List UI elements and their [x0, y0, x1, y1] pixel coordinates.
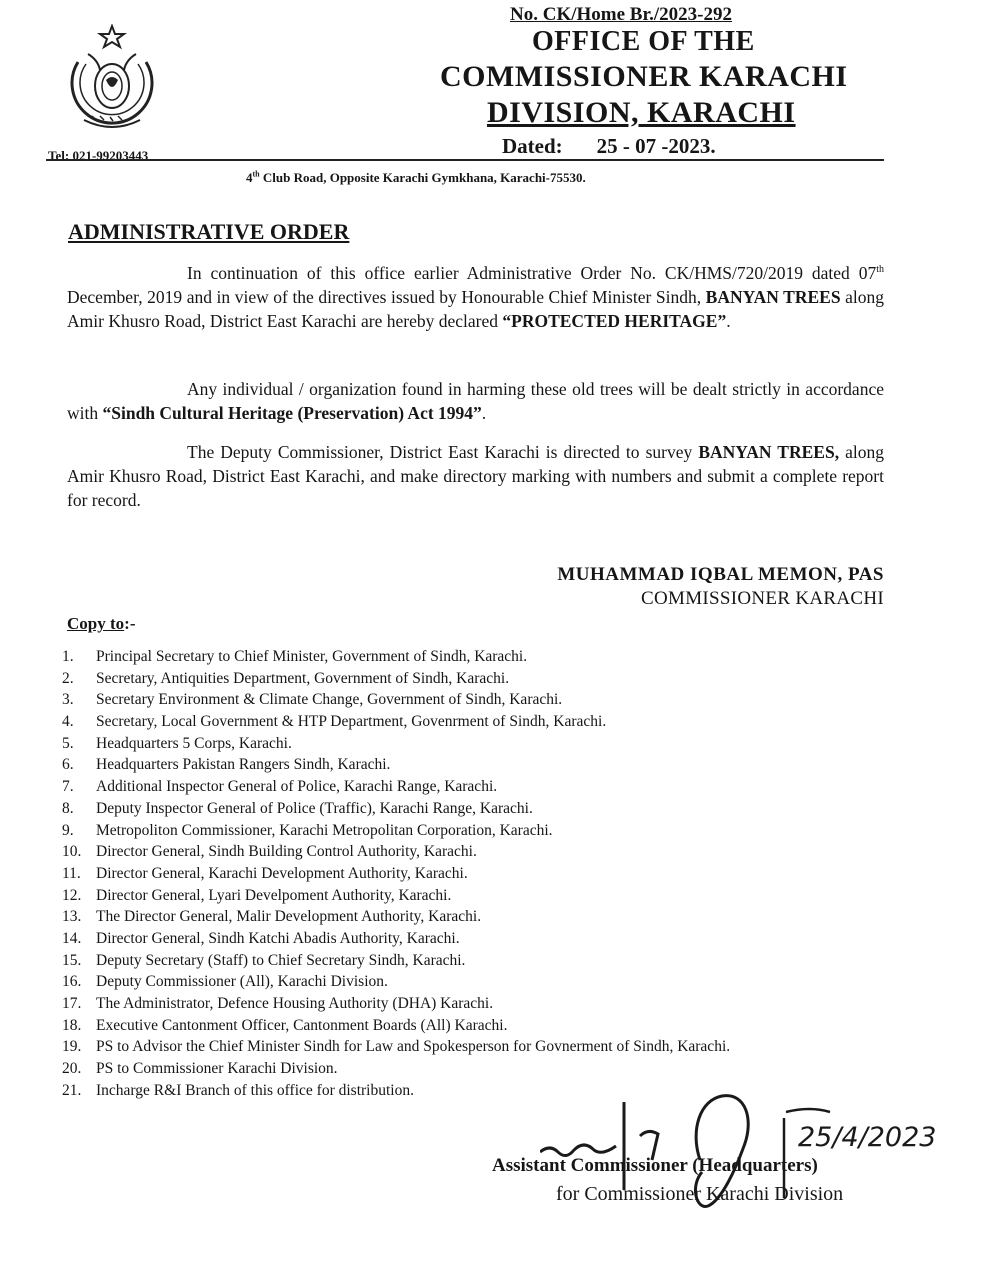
copy-to-item-number: 17. — [62, 995, 82, 1012]
handwritten-date: 25/4/2023 — [798, 1122, 937, 1153]
copy-to-item — [62, 646, 922, 668]
copy-to-item-number: 2. — [62, 669, 74, 687]
copy-to-item — [62, 776, 922, 798]
office-address: 4th Club Road, Opposite Karachi Gymkhana, Karachi-75530. — [246, 169, 586, 185]
header-divider — [46, 159, 884, 161]
copy-to-item-text: Director General, Lyari Develpoment Authority, Karachi. — [96, 886, 452, 904]
copy-to-item-number: 4. — [62, 713, 74, 731]
copy-to-item — [62, 668, 922, 690]
copy-to-item — [62, 798, 922, 820]
assistant-commissioner-line: Assistant Commissioner (Headquarters) — [492, 1155, 818, 1176]
copy-to-item-text: Additional Inspector General of Police, Karachi Range, Karachi. — [96, 778, 498, 796]
copy-to-item — [62, 754, 922, 776]
telephone-number: Tel: 021-99203443 — [48, 148, 149, 163]
copy-to-item-text: Executive Cantonment Officer, Cantonment Boards (All) Karachi. — [96, 1016, 508, 1034]
copy-to-item — [62, 711, 922, 733]
dated-value: 25 - 07 -2023. — [596, 134, 716, 158]
copy-to-item — [62, 928, 922, 950]
order-paragraph-1: In continuation of this office earlier Administrative Order No. CK/HMS/720/2019 dated 07th December, 2019 and in view of the directives issued by Honourable Chief Minister Sindh, BANYAN TREES along Amir Khusro Road, District East Karachi are hereby declared “PROTECTED HERITAGE”. — [67, 263, 885, 331]
order-paragraph-2: Any individual / organization found in harming these old trees will be dealt strictly in accordance with “Sindh Cultural Heritage (Preservation) Act 1994”. — [67, 379, 884, 423]
copy-to-item-number: 21. — [62, 1081, 82, 1099]
for-commissioner-line: for Commissioner Karachi Division — [556, 1183, 844, 1205]
order-title: ADMINISTRATIVE ORDER — [68, 219, 350, 244]
copy-to-item-text: Headquarters 5 Corps, Karachi. — [96, 734, 292, 752]
copy-to-item — [62, 863, 922, 885]
copy-to-item — [62, 993, 922, 1015]
government-emblem — [58, 24, 166, 142]
copy-to-item — [62, 885, 922, 907]
copy-to-item-number: 11. — [62, 864, 81, 882]
copy-to-item-text: Secretary Environment & Climate Change, Government of Sindh, Karachi. — [96, 691, 563, 709]
copy-to-item — [62, 1036, 922, 1058]
copy-to-item-text: PS to Commissioner Karachi Division. — [96, 1060, 338, 1078]
copy-to-item — [62, 971, 922, 993]
copy-to-item-number: 12. — [62, 886, 82, 904]
copy-to-item — [62, 733, 922, 755]
copy-to-item — [62, 689, 922, 711]
dated-row — [502, 134, 716, 159]
copy-to-item-number: 6. — [62, 756, 74, 774]
copy-to-item-text: Headquarters Pakistan Rangers Sindh, Karachi. — [96, 756, 391, 774]
copy-to-item-text: The Director General, Malir Development Authority, Karachi. — [96, 908, 482, 926]
copy-to-item-number: 3. — [62, 691, 74, 709]
copy-to-item-number: 5. — [62, 734, 74, 752]
copy-to-item-number: 18. — [62, 1016, 82, 1034]
copy-to-item — [62, 841, 922, 863]
copy-to-item-number: 7. — [62, 778, 74, 796]
copy-to-item-number: 19. — [62, 1038, 82, 1056]
order-paragraph-3: The Deputy Commissioner, District East Karachi is directed to survey BANYAN TREES, along Amir Khusro Road, District East Karachi, and make directory marking with numbers and submit a complete report for record. — [67, 442, 885, 510]
copy-to-item-number: 13. — [62, 908, 82, 926]
copy-to-item — [62, 1015, 922, 1037]
copy-to-item-text: PS to Advisor the Chief Minister Sindh for Law and Spokesperson for Govnerment of Sindh, Karachi. — [96, 1038, 731, 1056]
copy-to-item-number: 20. — [62, 1060, 82, 1078]
office-title-line-2: COMMISSIONER KARACHI — [440, 60, 848, 93]
copy-to-item — [62, 1058, 922, 1080]
copy-to-item-number: 14. — [62, 929, 82, 947]
copy-to-item-text: Secretary, Local Government & HTP Department, Govenrment of Sindh, Karachi. — [96, 713, 607, 731]
office-title-line-1: OFFICE OF THE — [532, 26, 755, 57]
copy-to-item-number: 16. — [62, 973, 82, 991]
copy-to-item — [62, 906, 922, 928]
copy-to-list — [62, 646, 922, 1101]
copy-to-item — [62, 950, 922, 972]
dated-label: Dated: — [502, 134, 563, 158]
copy-to-heading: Copy to:- — [67, 614, 136, 633]
copy-to-item-number: 1. — [62, 648, 74, 665]
copy-to-item-text: Deputy Inspector General of Police (Traffic), Karachi Range, Karachi. — [96, 799, 533, 817]
reference-number: No. CK/Home Br./2023-292 — [510, 4, 733, 25]
copy-to-item-number: 8. — [62, 799, 74, 817]
copy-to-item-number: 10. — [62, 843, 82, 861]
copy-to-item-number: 9. — [62, 821, 74, 839]
copy-to-item-text: Deputy Commissioner (All), Karachi Division. — [96, 973, 388, 991]
copy-to-item-text: Secretary, Antiquities Department, Government of Sindh, Karachi. — [96, 669, 510, 687]
copy-to-item-text: Director General, Sindh Katchi Abadis Authority, Karachi. — [96, 929, 460, 947]
copy-to-item-text: Deputy Secretary (Staff) to Chief Secretary Sindh, Karachi. — [96, 951, 466, 969]
copy-to-item-text: Principal Secretary to Chief Minister, Government of Sindh, Karachi. — [96, 648, 528, 665]
signatory-title: COMMISSIONER KARACHI — [641, 588, 884, 609]
copy-to-item — [62, 820, 922, 842]
copy-to-item-text: Director General, Sindh Building Control Authority, Karachi. — [96, 843, 477, 861]
signatory-name: MUHAMMAD IQBAL MEMON, PAS — [557, 564, 884, 585]
copy-to-item-number: 15. — [62, 951, 82, 969]
copy-to-item-text: Incharge R&I Branch of this office for distribution. — [96, 1081, 414, 1099]
copy-to-item-text: Metropoliton Commissioner, Karachi Metropolitan Corporation, Karachi. — [96, 821, 553, 839]
copy-to-item-text: The Administrator, Defence Housing Authority (DHA) Karachi. — [96, 995, 494, 1012]
copy-to-item-text: Director General, Karachi Development Authority, Karachi. — [96, 864, 468, 882]
office-title-line-3: DIVISION, KARACHI — [487, 96, 796, 129]
